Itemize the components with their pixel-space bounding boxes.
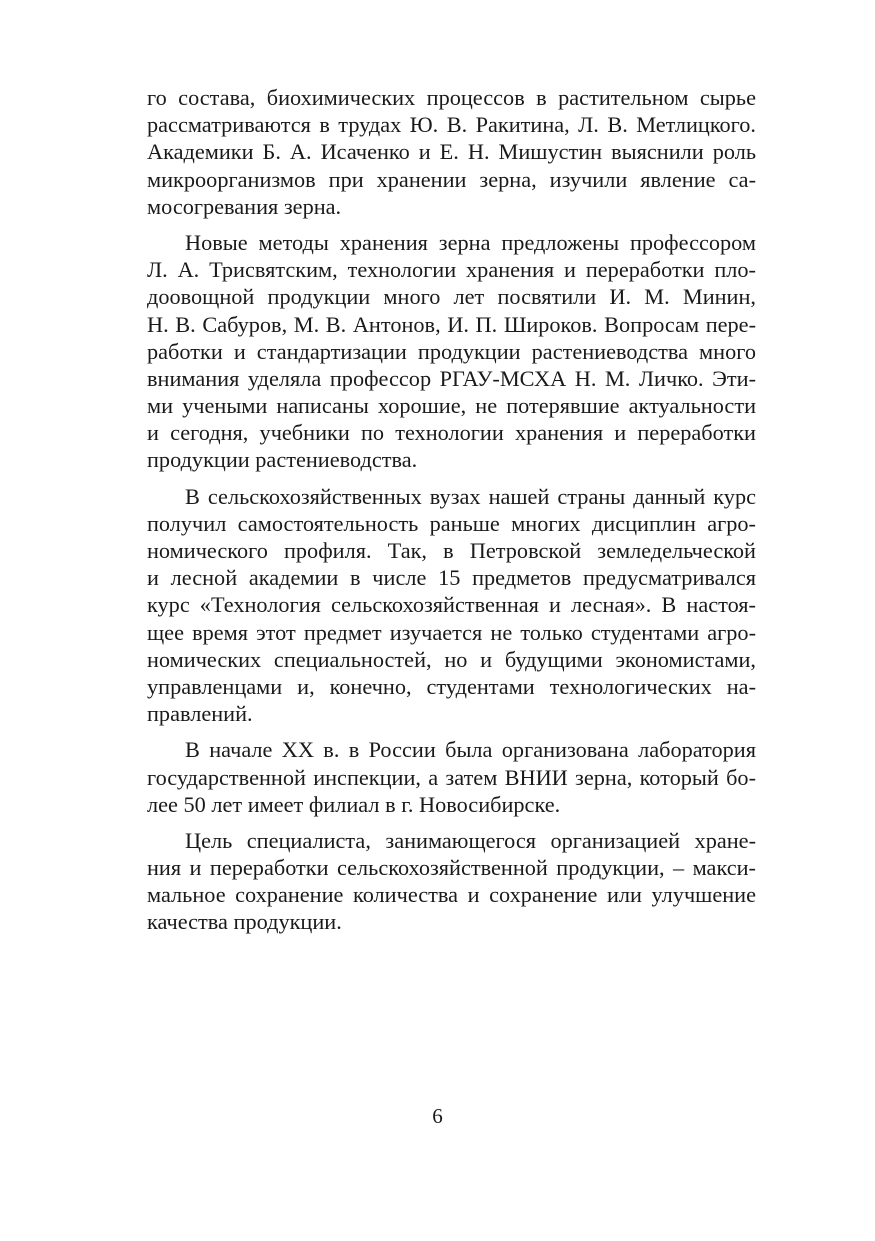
text-line: ми учеными написаны хорошие, не потерявшие актуальности [147,393,756,419]
text-line: лее 50 лет имеет филиал в г. Новосибирске. [147,791,561,817]
body-text [147,84,756,945]
text-line: Л. А. Трисвятским, технологии хранения и переработки пло- [147,257,756,283]
text-line: и сегодня, учебники по технологии хранения и переработки [147,420,756,446]
text-line: курс «Технология сельскохозяйственная и лесная». В настоя- [147,592,756,618]
text-line: доовощной продукции много лет посвятили И. М. Минин, [147,284,756,310]
text-line: продукции растениеводства. [147,447,418,473]
text-line: рассматриваются в трудах Ю. В. Ракитина, Л. В. Метлицкого. [147,112,756,138]
text-line: и лесной академии в числе 15 предметов предусматривался [147,565,756,591]
text-line: государственной инспекции, а затем ВНИИ зерна, который бо- [147,764,756,790]
text-line: мосогревания зерна. [147,193,342,219]
paragraph-4 [147,736,756,818]
text-line: номических специальностей, но и будущими экономистами, [147,646,756,672]
paragraph-5 [147,827,756,936]
text-line: мальное сохранение количества и сохранение или улучшение [147,882,756,908]
page-number: 6 [432,1104,443,1128]
text-line: Цель специалиста, занимающегося организацией хране- [185,827,756,853]
text-line: щее время этот предмет изучается не только студентами агро- [147,619,756,645]
text-line: управленцами и, конечно, студентами технологических на- [147,673,756,699]
text-line: микроорганизмов при хранении зерна, изучили явление са- [147,166,756,192]
text-line: внимания уделяла профессор РГАУ-МСХА Н. М. Личко. Эти- [147,365,756,391]
paragraph-3 [147,483,756,728]
text-line: Академики Б. А. Исаченко и Е. Н. Мишустин выяснили роль [147,139,756,165]
text-line: качества продукции. [147,909,342,935]
text-line: правлений. [147,701,253,727]
paragraph-2 [147,229,756,474]
text-line: ния и переработки сельскохозяйственной продукции, – макси- [147,855,756,881]
text-line: В начале XX в. в России была организована лаборатория [185,737,756,763]
text-line: Новые методы хранения зерна предложены профессором [185,229,756,255]
text-line: Н. В. Сабуров, М. В. Антонов, И. П. Широков. Вопросам пере- [147,311,756,337]
text-line: В сельскохозяйственных вузах нашей страны данный курс [185,483,756,509]
text-line: получил самостоятельность раньше многих дисциплин агро- [147,510,756,536]
text-line: номического профиля. Так, в Петровской земледельческой [147,538,756,563]
text-line: работки и стандартизации продукции растениеводства много [147,338,756,364]
text-line: го состава, биохимических процессов в растительном сырье [147,85,756,110]
paragraph-1 [147,84,756,220]
